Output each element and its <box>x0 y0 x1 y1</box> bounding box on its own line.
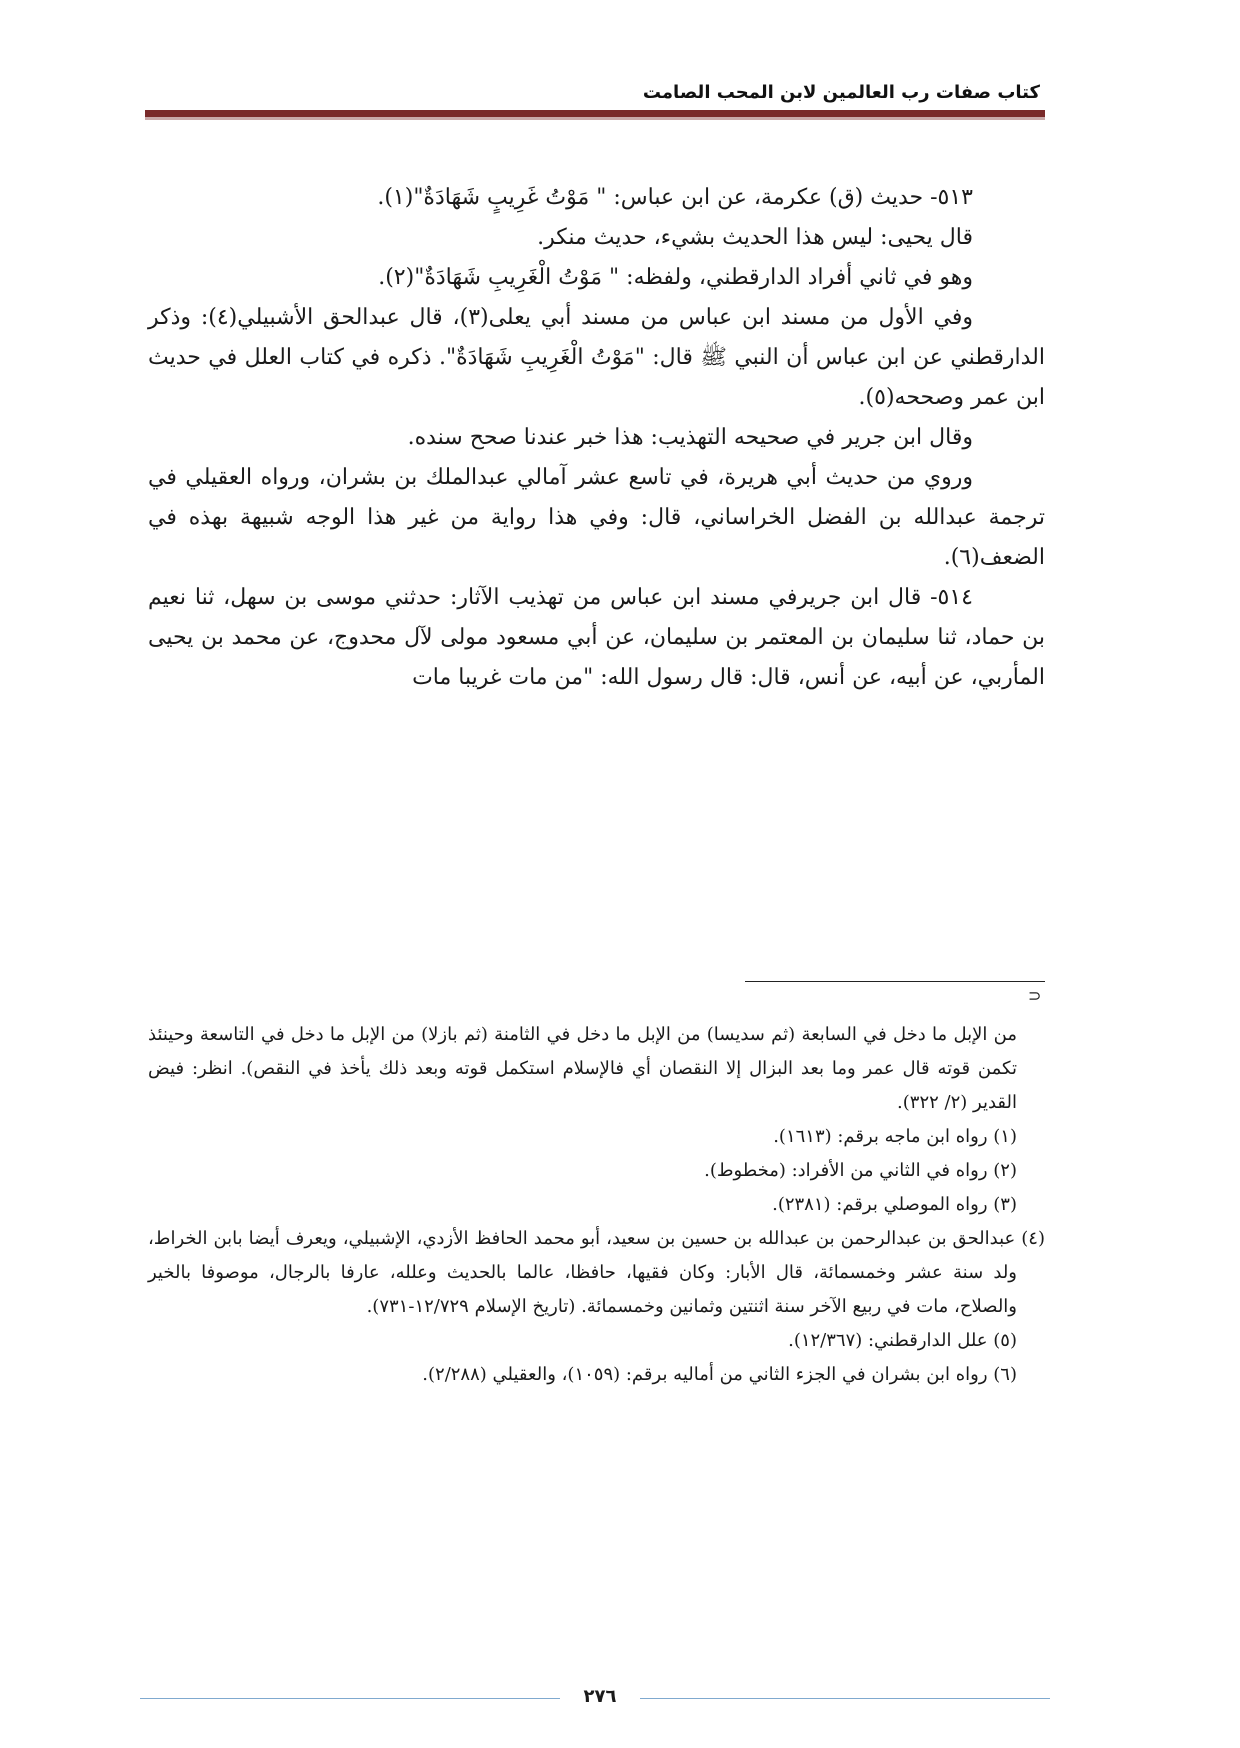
page-number: ٢٧٦ <box>583 1686 617 1707</box>
main-text <box>148 178 1045 698</box>
header-rule <box>145 110 1045 117</box>
footnote-continuation: من الإبل ما دخل في السابعة (ثم سديسا) من الإبل ما دخل في الثامنة (ثم بازلا) من الإبل ما دخل في التاسعة وحينئذ تكمن قوته قال عمر وما بعد البزال إلا النقصان أي فالإسلام استكمل قوته وبعد ذلك يأخذ في النقص). انظر: فيض القدير (٢/ ٣٢٢). <box>148 1024 1017 1113</box>
footer-rule-right <box>640 1698 1050 1699</box>
body-paragraph: وهو في ثاني أفراد الدارقطني، ولفظه: " مَوْتُ الْغَرِيبِ شَهَادَةٌ"(٢). <box>378 265 973 290</box>
footnote-5: (٥) علل الدارقطني: (١٢/٣٦٧). <box>788 1330 1017 1351</box>
hadith-514-paragraph: ٥١٤- قال ابن جريرفي مسند ابن عباس من تهذيب الآثار: حدثني موسى بن سهل، ثنا نعيم بن حماد، ثنا سليمان بن المعتمر بن سليمان، عن أبي مسعود مولى لآل محدوج، عن محمد بن يحيى المأربي، عن أبيه، عن أنس، قال: قال رسول الله: "من مات غريبا مات <box>148 585 1045 690</box>
body-paragraph: قال يحيى: ليس هذا الحديث بشيء، حديث منكر. <box>537 225 973 250</box>
hadith-513-paragraph: ٥١٣- حديث (ق) عكرمة، عن ابن عباس: " مَوْتُ غَرِيبٍ شَهَادَةٌ"(١). <box>377 185 973 210</box>
footnote-2: (٢) رواه في الثاني من الأفراد: (مخطوط). <box>704 1160 1017 1181</box>
footnote-6: (٦) رواه ابن بشران في الجزء الثاني من أماليه برقم: (١٠٥٩)، والعقيلي (٢/٢٨٨). <box>422 1364 1017 1385</box>
footnote-1: (١) رواه ابن ماجه برقم: (١٦١٣). <box>773 1126 1017 1147</box>
footnotes-section <box>148 1018 1045 1392</box>
footnote-continuation-mark: ⊃ <box>1028 986 1042 1005</box>
body-paragraph: وفي الأول من مسند ابن عباس من مسند أبي يعلى(٣)، قال عبدالحق الأشبيلي(٤): وذكر الدارقطني عن ابن عباس أن النبي ﷺ قال: "مَوْتُ الْغَرِيبِ شَهَادَةٌ". ذكره في كتاب العلل في حديث ابن عمر وصححه(٥). <box>148 305 1045 410</box>
body-paragraph: وقال ابن جرير في صحيحه التهذيب: هذا خبر عندنا صحح سنده. <box>407 425 973 450</box>
footnote-separator <box>745 981 1045 982</box>
running-header-title: كتاب صفات رب العالمين لابن المحب الصامت <box>642 82 1040 103</box>
footer-rule-left <box>140 1698 560 1699</box>
footnote-4: (٤) عبدالحق بن عبدالرحمن بن عبدالله بن حسين بن سعيد، أبو محمد الحافظ الأزدي، الإشبيلي، ويعرف أيضا بابن الخراط، ولد سنة عشر وخمسمائة، قال الأبار: وكان فقيها، حافظا، عالما بالحديث وعلله، عارفا بالرجال، موصوفا بالخير والصلاح، مات في ربيع الآخر سنة اثنتين وثمانين وخمسمائة. (تاريخ الإسلام ١٢/٧٢٩-٧٣١). <box>148 1228 1045 1317</box>
footnote-3: (٣) رواه الموصلي برقم: (٢٣٨١). <box>772 1194 1017 1215</box>
body-paragraph: وروي من حديث أبي هريرة، في تاسع عشر آمالي عبدالملك بن بشران، ورواه العقيلي في ترجمة عبدالله بن الفضل الخراساني، قال: وفي هذا رواية من غير هذا الوجه شبيهة بهذه في الضعف(٦). <box>148 465 1045 570</box>
